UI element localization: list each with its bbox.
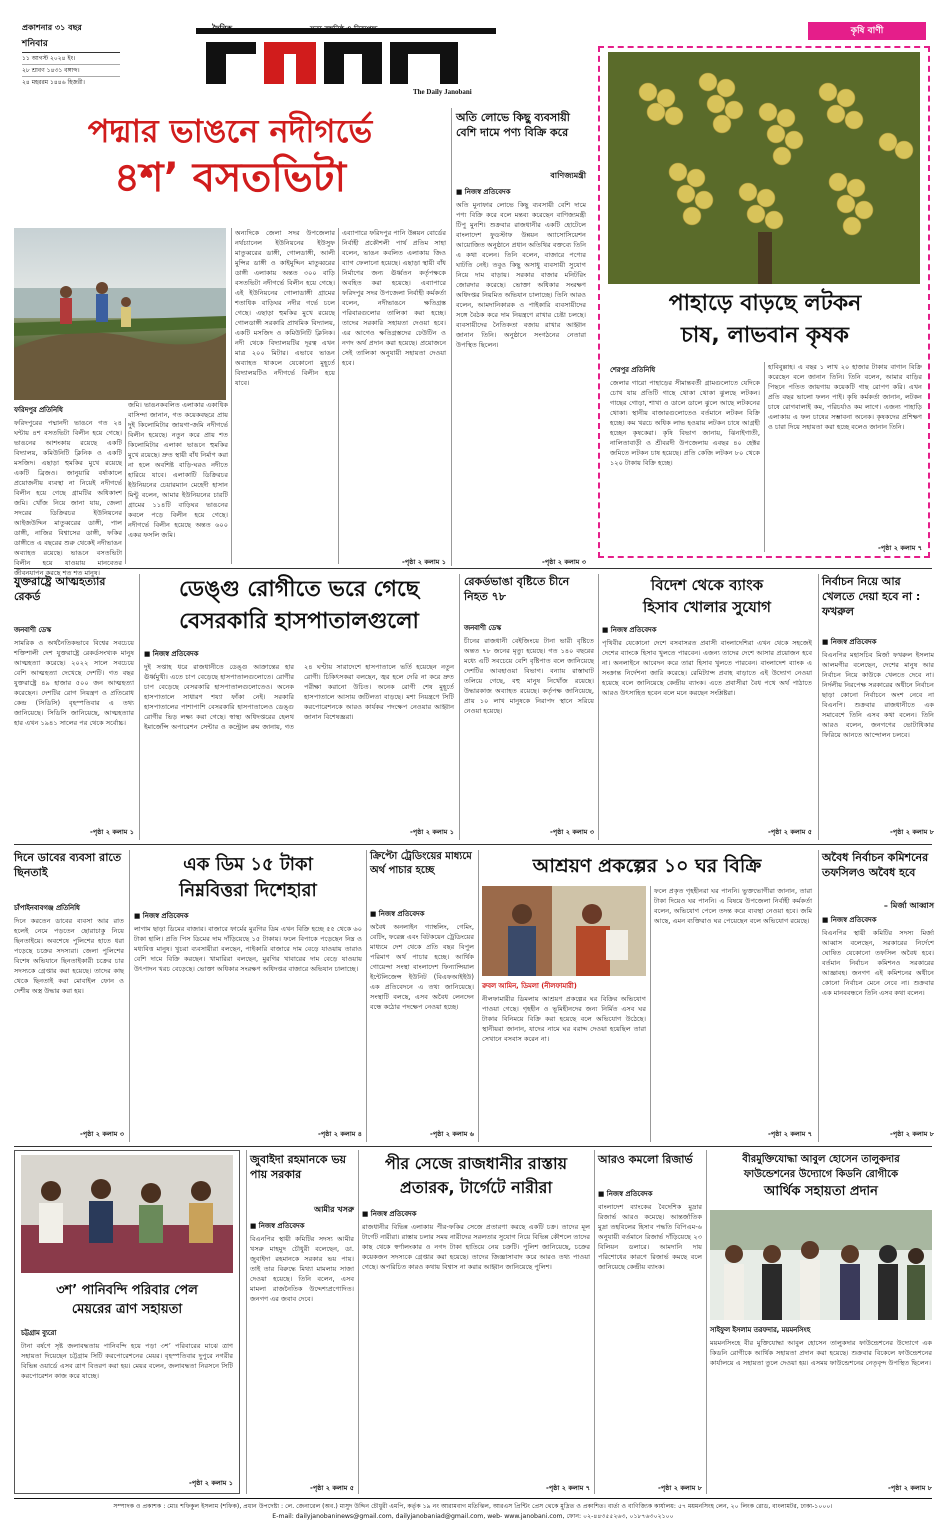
ec-headline: অবৈধ নির্বাচন কমিশনের তফসিলও অবৈধ হবে bbox=[822, 851, 929, 879]
suicide-body: সামরিক ও অর্থনৈতিকভাবে বিশ্বের সবচেয়ে শক্তিশালী দেশ যুক্তরাষ্ট্রে রেকর্ডসংখ্যক মানুষ আত্মহত্যা করেছে। ২০২২ সালে সবচেয়ে বেশি আত্মহত্যা দেখেছে দেশটি। গত বছর যুক্তরাষ্ট্রে ৪৯ হাজার ৫০০ জন আত্মহত্যা করেছেন। দেশটির রোগ নিয়ন্ত্রণ ও প্রতিরোধ কেন্দ্র (সিডিসি) বৃহস্পতিবার এ তথ্য জানিয়েছে। সিডিসি জানিয়েছে, আত্মহত্যার হার এখন ১৯৪১ সালের পর থেকে সর্বোচ্চ। bbox=[14, 639, 134, 727]
bank-body: পৃথিবীর যেকোনো দেশে বসবাসরত প্রবাসী বাংলাদেশিরা এখন থেকে সহজেই দেশের ব্যাংকে হিসাব খুলতে পারবেন। এজন্য তাদের দেশে আসার প্রয়োজন হবে না। অনলাইনে আবেদন করে তারা হিসাব খুলতে পারবেন। বাংলাদেশ ব্যাংক এ সংক্রান্ত নির্দেশনা জারি করেছে। রেমিট্যান্স প্রবাহ বাড়াতে এই উদ্যোগ নেওয়া হয়েছে বলে জানিয়েছে কেন্দ্রীয় ব্যাংক। এতে প্রবাসীরা বৈধ পথে অর্থ পাঠাতে আরও উৎসাহিত হবেন বলে মনে করছেন সংশ্লিষ্টরা। bbox=[602, 639, 812, 697]
lead-continuation: -পৃষ্ঠা ২ কলাম ১ bbox=[402, 558, 446, 566]
ec-byline-text: নিজস্ব প্রতিবেদক bbox=[830, 916, 877, 924]
fraud-body: রাজধানীর বিভিন্ন এলাকায় পীর-ফকির সেজে প্রতারণা করছে একটি চক্র। তাদের মূল টার্গেট নারীরা। রাস্তায় চলার সময় নারীদের সরলতার সুযোগ নিয়ে বিভিন্ন কৌশলে তাদের কাছ থেকে স্বর্ণালংকার ও নগদ টাকা হাতিয়ে নেয় চক্রটি। পুলিশ জানিয়েছে, চক্রের কয়েকজন সদস্যকে গ্রেপ্তার করা হয়েছে। তাদের জিজ্ঞাসাবাদ করে আরও তথ্য পাওয়া গেছে। অপরিচিত কারও কথায় বিশ্বাস না করার আহ্বান জানিয়েছে পুলিশ। bbox=[362, 1223, 590, 1271]
election-byline-text: নিজস্ব প্রতিবেদক bbox=[830, 638, 877, 646]
bank-byline-text: নিজস্ব প্রতিবেদক bbox=[610, 626, 657, 634]
reserve-headline: আরও কমলো রিজার্ভ bbox=[598, 1153, 693, 1166]
ec-sub: – মির্জা আব্বাস bbox=[883, 901, 934, 910]
fraud-headline bbox=[362, 1152, 590, 1200]
china-headline: রেকর্ডভাঙা বৃষ্টিতে চীনে নিহত ৭৮ bbox=[464, 575, 570, 603]
lead-photo-caption: ফরিদপুর প্রতিনিধি bbox=[14, 406, 63, 414]
merchants-continuation: -পৃষ্ঠা ২ কলাম ৩ bbox=[542, 558, 586, 566]
mugging-byline: চাঁপাইনবাবগঞ্জ প্রতিনিধি bbox=[14, 904, 80, 912]
election-byline: ■ নিজস্ব প্রতিবেদক bbox=[822, 638, 877, 646]
merchants-headline: অতি লোভে কিছু ব্যবসায়ী বেশি দামে পণ্য বিক্রি করে bbox=[456, 111, 570, 139]
crypto-headline: ক্রিপ্টো ট্রেডিংয়ের মাধ্যমে অর্থ পাচার হচ্ছে bbox=[370, 851, 472, 876]
footer-imprint: সম্পাদক ও প্রকাশক : মোঃ শফিকুল ইসলাম (শফিক), প্রধান উপদেষ্টা : লে. জেনারেল (অব.) মাসুদ উদ্দিন চৌধুরী এমপি, কর্তৃক ১৯ নং আরামবাগ মতিঝিল, আরএস প্রিন্টিং প্রেস থেকে মুদ্রিত ও প্রকাশিত। বার্তা ও বাণিজ্যিক কার্যালয়: ৫৭ ময়মনসিংহ লেন, ২০ লিংক রোড, বাংলামটর, ঢাকা-১০০০। bbox=[113, 1503, 833, 1510]
dengue-byline: ■ নিজস্ব প্রতিবেদক bbox=[144, 650, 199, 658]
suicide-continuation: -পৃষ্ঠা ২ কলাম ১ bbox=[90, 828, 134, 836]
shelter-people-illustration bbox=[482, 886, 646, 976]
egg-continuation: -পৃষ্ঠা ২ কলাম ৪ bbox=[318, 1130, 362, 1138]
section-tag-label: কৃষি বাণী bbox=[850, 26, 884, 36]
agri-photo bbox=[608, 52, 920, 284]
election-headline: নির্বাচন নিয়ে আর খেলতে দেয়া হবে না : ফখরুল bbox=[822, 575, 921, 618]
kidney-aid-illustration bbox=[710, 1210, 932, 1320]
lead-photo bbox=[14, 228, 226, 400]
kidney-headline bbox=[710, 1152, 932, 1201]
merchants-byline-text: নিজস্ব প্রতিবেদক bbox=[464, 188, 511, 196]
date-hijri: ২৪ মহররম ১৪৪৬ হিজরী। bbox=[22, 79, 85, 86]
kidney-headline-line3: আর্থিক সহায়তা প্রদান bbox=[764, 1184, 878, 1199]
shelter-col2: ফলে প্রকৃত গৃহহীনরা ঘর পাননি। ভুক্তভোগীরা জানান, তারা টাকা দিয়েও ঘর পাননি। এ বিষয়ে উপজেলা নির্বাহী কর্মকর্তা বলেন, অভিযোগ পেলে তদন্ত করে ব্যবস্থা নেওয়া হবে। জমি আছে, এমন ব্যক্তিরাও ঘর পেয়েছেন বলে অভিযোগ রয়েছে। bbox=[654, 887, 812, 925]
dengue-headline bbox=[144, 574, 454, 638]
lead-col2: জমি। ভাঙনকবলিত এলাকার একাধিক বাসিন্দা জানান, গত কয়েকবছরে প্রায় দুই কিলোমিটার জায়গা-জমি নদীগর্ভে বিলীন হয়েছে। নতুন করে প্রায় শত কিলোমিটার এলাকা ভাঙনে হুমকির মুখে রয়েছে। দ্রুত স্থায়ী বাঁধ নির্মাণ করা না হলে অবশিষ্ট বাড়ি-ঘরও নদীতে হারিয়ে যাবে। এলাকাটি ডিক্রিরচর ইউনিয়নের চেয়ারম্যান মেহেদী হাসান মিন্টু বলেন, আমার ইউনিয়নের চারটি গ্রামের ১১৪টি বাড়িঘর ভাঙনের কবলে পড়ে বিলীন হয়ে গেছে। নদীগর্ভে বিলীন হয়েছে অন্তত ৬০০ একর ফসলি জমি। bbox=[128, 401, 228, 539]
china-continuation: -পৃষ্ঠা ২ কলাম ৩ bbox=[550, 828, 594, 836]
kidney-body: ময়মনসিংহে বীর মুক্তিযোদ্ধা আবুল হোসেন তালুকদার ফাউন্ডেশনের উদ্যোগে এক কিডনি রোগীকে আর্থিক সহায়তা প্রদান করা হয়েছে। শুক্রবার বিকেলে ফাউন্ডেশনের কার্যালয়ে এ সহায়তা তুলে দেওয়া হয়। এসময় ফাউন্ডেশনের নেতৃবৃন্দ উপস্থিত ছিলেন। bbox=[710, 1339, 932, 1367]
agri-continuation: -পৃষ্ঠা ২ কলাম ৭ bbox=[878, 544, 922, 552]
china-body: চীনের রাজধানী বেইজিংয়ে টানা ভারী বৃষ্টিতে অন্তত ৭৮ জনের মৃত্যু হয়েছে। গত ১৪০ বছরের মধ্যে এটি সবচেয়ে বেশি বৃষ্টিপাত বলে জানিয়েছে দেশটির আবহাওয়া বিভাগ। বন্যায় রাস্তাঘাট তলিয়ে গেছে, বহু মানুষ নিখোঁজ রয়েছে। উদ্ধারকাজ অব্যাহত রয়েছে। কর্তৃপক্ষ জানিয়েছে, প্রায় ১০ লাখ মানুষকে নিরাপদ স্থানে সরিয়ে নেওয়া হয়েছে। bbox=[464, 637, 594, 715]
kidney-caption: সাইফুল ইসলাম তরফদার, ময়মনসিংহ bbox=[710, 1326, 811, 1334]
flood-continuation: -পৃষ্ঠা ২ কলাম ১ bbox=[189, 1479, 233, 1487]
english-name: The Daily Janobani bbox=[413, 88, 472, 96]
flood-byline: চট্টগ্রাম ব্যুরো bbox=[21, 1329, 57, 1337]
flood-headline bbox=[21, 1281, 233, 1319]
egg-byline-text: নিজস্ব প্রতিবেদক bbox=[142, 912, 189, 920]
kidney-headline-line1: বীরমুক্তিযোদ্ধা আবুল হোসেন তালুকদার bbox=[742, 1154, 900, 1165]
ec-continuation: -পৃষ্ঠা ২ কলাম ৮ bbox=[890, 1130, 934, 1138]
dengue-headline-line2: বেসরকারি হাসপাতালগুলো bbox=[179, 609, 419, 634]
crypto-body: অবৈধ অনলাইন গ্যাম্বলিং, গেমিং, বেটিং, ফরেক্স এবং বিটকয়েন ট্রেডিংয়ের মাধ্যমে দেশ থেকে প্রতি বছর বিপুল পরিমাণ অর্থ পাচার হচ্ছে। আর্থিক গোয়েন্দা সংস্থা বাংলাদেশ ফিন্যান্সিয়াল ইন্টেলিজেন্স ইউনিট (বিএফআইইউ) এক প্রতিবেদনে এ তথ্য জানিয়েছে। সংস্থাটি বলছে, এসব অবৈধ লেনদেন বন্ধে কঠোর পদক্ষেপ নেওয়া হচ্ছে। bbox=[370, 923, 474, 1011]
egg-headline-line1: এক ডিম ১৫ টাকা bbox=[183, 854, 313, 875]
flood-body: টানা বর্ষণে সৃষ্ট জলাবদ্ধতায় পানিবন্দি হয়ে পড়া ৩শ’ পরিবারের মাঝে ত্রাণ সহায়তা দিয়েছেন চট্টগ্রাম সিটি করপোরেশনের মেয়র। বৃহস্পতিবার দুপুরে নগরীর বিভিন্ন ওয়ার্ডে এসব ত্রাণ বিতরণ করা হয়। মেয়র বলেন, জলাবদ্ধতা নিরসনে সিটি করপোরেশন কাজ করে যাচ্ছে। bbox=[21, 1342, 233, 1380]
lead-headline bbox=[20, 110, 440, 204]
zubaida-byline: ■ নিজস্ব প্রতিবেদক bbox=[250, 1222, 305, 1230]
agri-box bbox=[598, 46, 930, 558]
election-body: বিএনপির মহাসচিব মির্জা ফখরুল ইসলাম আলমগীর বলেছেন, দেশের মানুষ আর নির্বাচন নিয়ে কাউকে খেলতে দেবে না। নির্দলীয় নিরপেক্ষ সরকারের অধীনে নির্বাচন ছাড়া কোনো নির্বাচনে অংশ নেবে না বিএনপি। শুক্রবার রাজধানীতে এক সমাবেশে তিনি এসব কথা বলেন। তিনি আরও বলেন, জনগণের ভোটাধিকার ফিরিয়ে আনতে আন্দোলন চলবে। bbox=[822, 651, 934, 739]
logo bbox=[196, 28, 496, 96]
zubaida-sub: আমীর খসরু bbox=[314, 1205, 354, 1214]
reserve-byline: ■ নিজস্ব প্রতিবেদক bbox=[598, 1190, 653, 1198]
dengue-body: দুই সপ্তাহ ধরে রাজধানীতে ডেঙ্গু আক্রান্তের হার ঊর্ধ্বমুখী। এতে চাপ বেড়েছে হাসপাতালগুলোতে। রোগীর চাপ বেড়েছে বেসরকারি হাসপাতালগুলোতেও। অনেক হাসপাতালে সাধারণ শয্যা ফাঁকা নেই। সরকারি হাসপাতালের পাশাপাশি বেসরকারি হাসপাতালেও ডেঙ্গু রোগীর ভিড় লক্ষ্য করা গেছে। স্বাস্থ্য অধিদপ্তরের হেলথ ইমার্জেন্সি অপারেশন সেন্টার ও কন্ট্রোল রুম জানায়, গত ২৪ ঘণ্টায় সারাদেশে হাসপাতালে ভর্তি হয়েছেন নতুন রোগী। চিকিৎসকরা বলছেন, জ্বর হলে দেরি না করে দ্রুত পরীক্ষা করানো উচিত। অনেক রোগী শেষ মুহূর্তে হাসপাতালে আসায় জটিলতা বাড়ছে। মশা নিয়ন্ত্রণে সিটি করপোরেশনকে আরও কার্যকর পদক্ষেপ নেওয়ার আহ্বান জানান বিশেষজ্ঞরা। bbox=[144, 663, 454, 731]
lead-col3: অন্যদিকে জেলা সদর উপজেলার নর্থচ্যানেল ইউনিয়নের ইউসুফ মাতুব্বরের ডাঙ্গী, গোলডাঙ্গী, আলী মুন্সির ডাঙ্গী ও কাইমুদ্দিন মাতুব্বরের ডাঙ্গী এলাকায় অন্তত ৩০০ বাড়ি বসতভিটা নদীগর্ভে বিলীন হয়ে গেছে। এই ইউনিয়নের গোলাডাঙ্গী গ্রামের শতাধিক বাড়িঘর নদীর গর্ভে চলে গেছে। এছাড়া হুমকির মুখে রয়েছে গোলডাঙ্গী সরকারি প্রাথমিক বিদ্যালয়, একটি মসজিদ ও কমিউনিটি ক্লিনিক। নদী থেকে বিদ্যালয়টির দূরত্ব এখন মাত্র ২০০ মিটার। এভাবে ভাঙন অব্যাহত থাকলে যেকোনো মুহূর্তে বিদ্যালয়টিও নদীগর্ভে বিলীন হয়ে যাবে। bbox=[235, 229, 335, 387]
bank-headline bbox=[602, 574, 812, 618]
zubaida-byline-text: নিজস্ব প্রতিবেদক bbox=[258, 1222, 305, 1230]
fraud-byline-text: নিজস্ব প্রতিবেদক bbox=[370, 1210, 417, 1218]
reserve-continuation: -পৃষ্ঠা ২ কলাম ৮ bbox=[658, 1484, 702, 1492]
section-tag bbox=[808, 22, 926, 40]
shelter-photo bbox=[482, 886, 646, 976]
crypto-byline-text: নিজস্ব প্রতিবেদক bbox=[378, 910, 425, 918]
ec-body: বিএনপির স্থায়ী কমিটির সদস্য মির্জা আব্বাস বলেছেন, সরকারের নির্দেশে ঘোষিত যেকোনো তফসিল অবৈধ হবে। বর্তমান নির্বাচন কমিশনও সরকারের আজ্ঞাবহ। জনগণ এই কমিশনের অধীনে কোনো নির্বাচন মেনে নেবে না। শুক্রবার এক মানববন্ধনে তিনি এসব কথা বলেন। bbox=[822, 929, 934, 997]
flood-headline-line1: ৩শ’ পানিবন্দি পরিবার পেল bbox=[56, 1283, 198, 1298]
merchants-body: অতি মুনাফার লোভে কিছু ব্যবসায়ী বেশি দামে পণ্য বিক্রি করে বলে মন্তব্য করেছেন বাণিজ্যমন্ত্রী টিপু মুনশি। শুক্রবার রাজধানীর একটি হোটেলে বাংলাদেশ ফুডস্টাফ উন্নয়ন অ্যাসোসিয়েশন আয়োজিত অনুষ্ঠানে প্রধান অতিথির বক্তব্যে তিনি এ কথা বলেন। তিনি বলেন, বাজারে পণ্যের ঘাটতি নেই। তবুও কিছু অসাধু ব্যবসায়ী সুযোগ নিয়ে দাম বাড়ায়। সরকার বাজার মনিটরিং জোরদার করেছে। ভোক্তা অধিকার সংরক্ষণ অধিদপ্তর নিয়মিত অভিযান চালাচ্ছে। তিনি আরও বলেন, আমদানিকারক ও পাইকারি ব্যবসায়ীদের সঙ্গে বৈঠক করে দাম নিয়ন্ত্রণে রাখার চেষ্টা চলছে। ব্যবসায়ীদের নৈতিকতা বজায় রাখার আহ্বান জানান তিনি। অনুষ্ঠানে সংগঠনের নেতারা উপস্থিত ছিলেন। bbox=[456, 201, 586, 349]
zubaida-headline: জুবাইদা রহমানকে ভয় পায় সরকার bbox=[250, 1153, 346, 1181]
publication-year: প্রকাশনার ৩১ বছর bbox=[22, 23, 82, 32]
lead-headline-line1: পদ্মার ভাঙনে নদীগর্ভে bbox=[87, 112, 373, 150]
agri-headline-line1: পাহাড়ে বাড়ছে লটকন bbox=[668, 291, 862, 316]
crypto-continuation: -পৃষ্ঠা ২ কলাম ৬ bbox=[430, 1130, 474, 1138]
mugging-headline: দিনে ডাবের ব্যবসা রাতে ছিনতাই bbox=[14, 851, 122, 879]
fraud-byline: ■ নিজস্ব প্রতিবেদক bbox=[362, 1210, 417, 1218]
logo-text bbox=[196, 28, 199, 29]
dengue-byline-text: নিজস্ব প্রতিবেদক bbox=[152, 650, 199, 658]
lead-col4: এব্যাপারে ফরিদপুর পানি উন্নয়ন বোর্ডের নির্বাহী প্রকৌশলী পার্থ প্রতিম সাহা বলেন, ভাঙন কবলিত এলাকায় জিও ব্যাগ ফেলানো হয়েছে। এছাড়া স্থায়ী বাঁধ নির্মাণের জন্য ঊর্ধ্বতন কর্তৃপক্ষকে অবহিত করা হয়েছে। এব্যাপারে ফরিদপুর সদর উপজেলা নির্বাহী কর্মকর্তা বলেন, নদীভাঙনে ক্ষতিগ্রস্ত পরিবারগুলোর তালিকা করা হচ্ছে। তাদের সরকারি সহায়তা দেওয়া হবে। এর আগেও ক্ষতিগ্রস্তদের ঢেউটিন ও নগদ অর্থ প্রদান করা হয়েছে। প্রয়োজনে সেই তালিকা অনুযায়ী সহায়তা দেওয়া হবে। bbox=[342, 229, 446, 367]
reserve-byline-text: নিজস্ব প্রতিবেদক bbox=[606, 1190, 653, 1198]
footer-contact: E-mail: dailyjanobaninews@gmail.com, dailyjanobaniad@gmail.com, web- www.janobani.com, ফোন: ০২-৪৪৩৫৫২৬৩, ০১৮৭৬৩০২১০০ bbox=[272, 1513, 674, 1520]
bank-byline: ■ নিজস্ব প্রতিবেদক bbox=[602, 626, 657, 634]
bank-continuation: -পৃষ্ঠা ২ কলাম ৫ bbox=[768, 828, 812, 836]
zubaida-continuation: -পৃষ্ঠা ২ কলাম ৫ bbox=[310, 1484, 354, 1492]
china-byline: জনবাণী ডেস্ক bbox=[464, 624, 501, 632]
egg-headline bbox=[134, 852, 362, 904]
shelter-col1: নীলফামারীর ডিমলায় আশ্রয়ণ প্রকল্পের ঘর বিক্রির অভিযোগ পাওয়া গেছে। গৃহহীন ও ভূমিহীনদের জন্য নির্মিত এসব ঘর টাকার বিনিময়ে বিক্রি করা হয়েছে বলে অভিযোগ উঠেছে। স্থানীয়রা জানান, যাদের নামে ঘর বরাদ্দ দেওয়া হয়েছিল তারা সেখানে বসবাস করেন না। bbox=[482, 995, 646, 1043]
bank-headline-line2: হিসাব খোলার সুযোগ bbox=[642, 598, 772, 616]
reserve-body: বাংলাদেশ ব্যাংকের বৈদেশিক মুদ্রার রিজার্ভ আরও কমেছে। আন্তর্জাতিক মুদ্রা তহবিলের হিসাব পদ্ধতি বিপিএম-৬ অনুযায়ী বর্তমানে রিজার্ভ দাঁড়িয়েছে ২৩ বিলিয়ন ডলারে। আমদানি দায় পরিশোধের কারণে রিজার্ভ কমছে বলে জানিয়েছে কেন্দ্রীয় ব্যাংক। bbox=[598, 1203, 702, 1271]
riverbank-illustration bbox=[14, 228, 226, 400]
egg-body: লাগাম ছাড়া ডিমের বাজার। বাজারে ফার্মের মুরগির ডিম এখন বিক্রি হচ্ছে ৫৫ থেকে ৬০ টাকা হালি। প্রতি পিস ডিমের দাম দাঁড়িয়েছে ১৫ টাকায়। ফলে বিপাকে পড়েছেন নিম্ন ও মধ্যবিত্ত মানুষ। খুচরা ব্যবসায়ীরা বলছেন, পাইকারি বাজারে দাম বেড়ে যাওয়ায় তারাও বেশি দামে বিক্রি করছেন। খামারিরা বলছেন, মুরগির খাবারের দাম বেড়ে যাওয়ায় উৎপাদন খরচ বেড়েছে। ভোক্তা অধিকার সংরক্ষণ অধিদপ্তর বাজারে অভিযান চালাচ্ছে। bbox=[134, 925, 362, 973]
flood-headline-line2: মেয়রের ত্রাণ সহায়তা bbox=[71, 1302, 183, 1317]
kidney-photo bbox=[710, 1210, 932, 1320]
logo-graphic bbox=[196, 28, 496, 96]
agri-col1: জেলার গারো পাহাড়ের সীমান্তবর্তী গ্রামগুলোতে যেদিকে চোখ যায় প্রতিটি গাছে থোকা থোকা ঝুলছে লটকন। গাছের গোড়া, শাখা ও ডালে ডালে ঝুলে আছে লটকনের থোকা। স্থানীয় বাজারগুলোতেও বর্তমানে লটকন বিক্রি হচ্ছে। কম খরচে অধিক লাভ হওয়ায় লটকন চাষে আগ্রহী হচ্ছেন কৃষকেরা। কৃষি বিভাগ জানায়, ঝিনাইগাতী, নালিতাবাড়ী ও শ্রীবরদী উপজেলায় এবছর ৪০ হেক্টর জমিতে লটকন চাষ হয়েছে। প্রতি কেজি লটকন ৮০ থেকে ১২০ টাকায় বিক্রি হচ্ছে। bbox=[610, 379, 760, 467]
shelter-caption: রুবল আমিন, ডিমলা (নীলফামারী) bbox=[482, 982, 577, 990]
fraud-continuation: -পৃষ্ঠা ২ কলাম ৭ bbox=[546, 1484, 590, 1492]
kidney-headline-line2: ফাউন্ডেশনের উদ্যোগে কিডনি রোগীকে bbox=[743, 1169, 899, 1180]
date-bn: ২৮ শ্রাবণ ১৪৩১ বঙ্গাব্দ। bbox=[22, 65, 120, 77]
weekday: শনিবার bbox=[22, 39, 48, 49]
shelter-headline: আশ্রয়ণ প্রকল্পের ১০ ঘর বিক্রি bbox=[532, 855, 762, 877]
kidney-continuation: -পৃষ্ঠা ২ কলাম ৮ bbox=[888, 1484, 932, 1492]
merchants-byline: ■ নিজস্ব প্রতিবেদক bbox=[456, 188, 511, 196]
zubaida-body: বিএনপির স্থায়ী কমিটির সদস্য আমীর খসরু মাহমুদ চৌধুরী বলেছেন, ডা. জুবাইদা রহমানকে সরকার ভয় পায়। তাই তার বিরুদ্ধে মিথ্যা মামলায় সাজা দেওয়া হয়েছে। তিনি বলেন, এসব মামলা রাজনৈতিক উদ্দেশ্যপ্রণোদিত। জনগণ এর জবাব দেবে। bbox=[250, 1235, 354, 1303]
relief-distribution-illustration bbox=[21, 1155, 233, 1273]
merchants-sub: বাণিজ্যমন্ত্রী bbox=[550, 171, 586, 180]
lead-headline-line2: ৪শ’ বসতভিটা bbox=[113, 155, 347, 201]
lotkon-fruit-illustration bbox=[608, 52, 920, 284]
fraud-headline-line1: পীর সেজে রাজধানীর রাস্তায় bbox=[384, 1154, 568, 1173]
footer bbox=[14, 1502, 932, 1522]
flood-photo bbox=[21, 1155, 233, 1273]
agri-col2: হাবিবুল্লাহ। এ বছর ১ লাখ ২০ হাজার টাকায় বাগান বিক্রি করেছেন বলে জানান তিনি। তিনি বলেন, আমার বাড়ির পিছনে পতিত জায়গায় কয়েকটি গাছ রোপণ করি। এখন প্রতি বছর ভালো ফলন পাই। কৃষি কর্মকর্তা জানান, লটকন চাষে রোগবালাই কম, পরিচর্যাও কম লাগে। এজন্য পাহাড়ি এলাকায় এ ফল চাষের সম্ভাবনা অনেক। কৃষকদের প্রশিক্ষণ ও চারা দিয়ে সহায়তা করা হচ্ছে বলেও জানান তিনি। bbox=[768, 363, 922, 431]
lead-col1: ফরিদপুরের পদ্মানদী ভাঙনে গত ২৪ ঘন্টায় ৪শ বসতভিটা বিলীন হয়ে গেছে। ভাঙনের আশংকায় রয়েছে একটি বিদ্যালয়, কমিউনিটি ক্লিনিক ও একটি মসজিদ। এছাড়া হুমকির মুখে রয়েছে একটি ব্রিজও। জানুয়ারি বর্ষাকালে প্রয়োজনীয় ব্যবস্থা না নিয়েই নদীগর্ভে বিলীন হয়ে গেছে গ্রামটির অধিকাংশ জমি। খোঁজ নিয়ে জানা যায়, জেলা সদরের ডিক্রিরচর ইউনিয়নের আইজউদ্দিন মাতুব্বরের ডাঙ্গী, পাল ডাঙ্গী, নাজির বিশ্বাসের ডাঙ্গী, ফকির ডাঙ্গীতে এ বছরের শুরু থেকেই নদীভাঙন অব্যাহত রয়েছে। ভাঙনে বসতভিটা বিলীন হয়ে যাওয়ায় মানবেতর জীবনযাপন করছে শত শত মানুষ। bbox=[14, 419, 122, 577]
suicide-headline: যুক্তরাষ্ট্রে আত্মহত্যার রেকর্ড bbox=[14, 575, 106, 603]
fraud-headline-line2: প্রতারক, টার্গেটে নারীরা bbox=[399, 1178, 553, 1197]
date-block bbox=[22, 52, 120, 88]
shelter-continuation: -পৃষ্ঠা ২ কলাম ৭ bbox=[768, 1130, 812, 1138]
dengue-headline-line1: ডেঙ্গু রোগীতে ভরে গেছে bbox=[178, 577, 420, 602]
suicide-byline: জনবাণী ডেস্ক bbox=[14, 626, 51, 634]
agri-headline-line2: চাষ, লাভবান কৃষক bbox=[681, 323, 849, 348]
date-en: ১১ আগস্ট ২০২৪ ইং। bbox=[22, 53, 120, 65]
mugging-continuation: -পৃষ্ঠা ২ কলাম ৩ bbox=[80, 1130, 124, 1138]
election-continuation: -পৃষ্ঠা ২ কলাম ৮ bbox=[890, 828, 934, 836]
mugging-body: দিনে করতেন ডাবের ব্যবসা আর রাত হলেই নেমে পড়তেন ছোরাচাকু নিয়ে ছিনতাইয়ে। অবশেষে পুলিশের হাতে ধরা পড়েছে চক্রের সদস্যরা। জেলা পুলিশের বিশেষ অভিযানে ছিনতাইকারী চক্রের চার সদস্যকে গ্রেপ্তার করা হয়েছে। তাদের কাছ থেকে ছিনতাই করা মোবাইল ফোন ও দেশীয় অস্ত্র উদ্ধার করা হয়। bbox=[14, 917, 124, 995]
egg-byline: ■ নিজস্ব প্রতিবেদক bbox=[134, 912, 189, 920]
ec-byline: ■ নিজস্ব প্রতিবেদক bbox=[822, 916, 877, 924]
flood-box bbox=[14, 1150, 240, 1494]
agri-headline bbox=[622, 288, 908, 352]
dengue-continuation: -পৃষ্ঠা ২ কলাম ১ bbox=[410, 828, 454, 836]
crypto-byline: ■ নিজস্ব প্রতিবেদক bbox=[370, 910, 425, 918]
agri-byline: শেরপুর প্রতিনিধি bbox=[610, 366, 656, 374]
egg-headline-line2: নিম্নবিত্তরা দিশেহারা bbox=[179, 880, 317, 901]
bank-headline-line1: বিদেশ থেকে ব্যাংক bbox=[650, 576, 764, 594]
